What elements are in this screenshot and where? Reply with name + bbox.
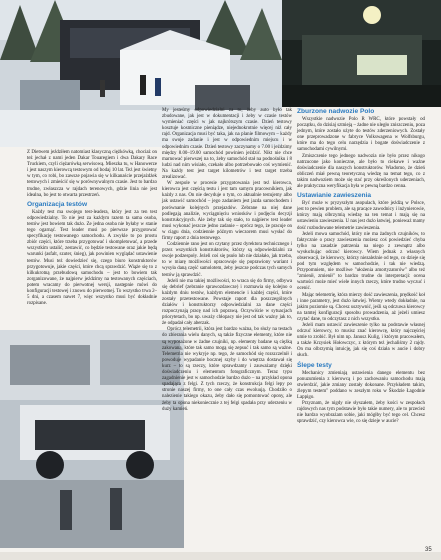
body-paragraph: Oprócz telemetrii, która jest bardzo ważna, bo służy na testach do zbierania wielu danych, są także fizyczne elementy, które nie są wyposażone w żadne czujniki, np. elementy badane są ciężką zakowaną, które tak samo mogą się zepsuć i tak samo są ważne. Telemetria nie wykryje np. tego, że samochód się rozszczelnił i powoduje wypadanie bocznej szyby i do wnętrza dostawał się kurz – to są rzeczy, które sprawdzamy i zauważamy dzięki doświadczeniu i elementom fotograficznym. Teraz typu zagadnienie jest w samochodzie bardzo dużo – na przykład opona spadająca z felgi. Z tych rzeczy, że konstrukcja felgi lepy po stronie naszej firmy, to one cały czas ewoluują. Chodziło o nalezienie takiego okazu, żeby dało się pomontować opony, ale żeby ta opona niekoniecznie z tej felgi spadała przy uderzeniu w duży kamień. (162, 327, 292, 412)
photo-night-car (282, 0, 441, 107)
column-1 (27, 150, 157, 307)
body-paragraph: Jeżeli nie ma takiej możliwości, to wraca się do firmy, odbywa się debrief (zebranie sprawozdawcze) i rozmawia się kolejno o każdym dniu testów, każdym elemencie i każdej części, które zostały przetestowane. Powstaje raport dla poszczególnych działów i konstruktorzy odpowiedzialni za dane części rozpoczynają pracę nad ich poprawą. Oczywiście w sytuacjach priorytetach, bo np. uważy chłopacy nie jest od tak ważny jak to, że odpadał cały aberzak. (162, 278, 292, 327)
body-paragraph: Jeżeli mam ustawić zawieszenie tylko na podstawie własnej odczuć kierowcy, to musisz znać kierowcę, który najczęściej umie to zrobić. Był nim np. Janusz Kulig, i którym pracowałem, a także Krzysiek Hołowczyc, z którym też jechaliśmy 2 rajdy. On ma olbrzymią intuicję, jak się coś działa w aucie i dobry słuch. (297, 323, 425, 359)
body-paragraph: Zmiszczenie tego jednego nadwozia nie było przez nikogo natrzucone jako konieczne, ale było to ciekawe i ważne doświadczenie dla naszych konstruktorów. Wiadomo, że dzień obliczeń miał pewną teoretyczną wiedzę na temat tego, co z takim nadwoziem może się stać przy określonych uderzeniach, ale praktyczna weryfikacja była w pewną bardzo cenna. (297, 153, 425, 190)
page-footer-bar (0, 552, 441, 560)
heading-organizacja-testow: Organizacja testów (27, 200, 88, 208)
body-paragraph: My jesteśmy odpowiedzialni za to, żeby auto było tak zbudowane, jak jest w dokumentacji i żeby w czasie testów wymieniać części w jak najkrótszym czasie. Dzień testowy kosztuje kosmiczne pieniądze, niejednokrotnie więcej niż cały rajd. Organizacja musi być taka, jak na planie filmowym – każdy ma swoje zadanie i jest w odpowiednim miejscu i w odpowiednim czasie. Dzień testowy zaczynamy o 7.00 i jeździmy między 8.00–19.00 samochód powinien jeździć. Nikt nie chce marnować pierwszej na to, żeby samochód stał na podnośniku i 8 ludzi nad nim wisiało, czekało albo potrzebowało coś wymienić. Na każdy test jest target kilometrów i test target trzeba zrealizować. (162, 108, 292, 181)
body-paragraph: Mając telemetrię, która mierzy dość zawieszenia, prędkość koł i inne parametry, jest dużo łatwiej. Wiemy wtedy dokładnie, na jakim poziomie są. Chcesz usztywnić, jeśli są odczuwa kierowcy na tamtej konfiguracji sposobu prowadzenia, aż jeżeli umiesz czytać dane, to odczytasz z nich wszystko. (297, 292, 425, 322)
heading-ustawianie-zawieszenia: Ustawianie zawieszenia (297, 192, 372, 200)
heading-zburzone-nadwozie: Zburzone nadwozie Polo (297, 108, 375, 115)
body-paragraph: Przyznam, że nigdy nie słyszałem, żeby kości w zespołach rajdowych nas tym podstawie było takie numery, ale to przecież nie bardzo wyobrażam sobie, jaki mógłby być tego cel. Chcesz sprawdzić, czy kierowca wie, co się dzieje w aucie? (297, 401, 425, 425)
heading-slepe-testy: Ślepe testy (297, 361, 332, 369)
body-paragraph: Jeżeli mowa samochód, który nie ma żadnych czujników, to faktycznie o pracy zawieszenia możesz coś powiedzieć chyba tylko na zasadzie patrzenia na niego z zewnątrz albo wysłuchując odczuć kierowcy. Wiem jednak z własnych obserwacji, że kierowcy, którzy niezależnie od tego, co dzieje się pod tym względem w samochodzie, i tak nie wiedzą. Przypomniem, nie możliwe "ułożenia amortyzatorów" albo też "zmienił, zmienił" to bardzo trudne do interpretacji: ocena wartości może mieć wiele innych rzeczy, które trudno wyczuć i ocenić. (297, 231, 425, 292)
photo-workshop (0, 330, 184, 548)
body-paragraph: Codziennie rano jest on czytany przez dyrektora technicznego i przez wszystkich konstruktorów, którzy są odpowiedzialni za swoje podzespoły. Jeżeli coś się psuło lub nie działało, jak trzeba, to w miarę możliwości opracowuje się poprawiony wariant i wysyła daną część samolotem, żeby jeszcze podczas tych samych testów ją sprawdzić. (162, 242, 292, 278)
body-paragraph: Być może w pryzyszłym asopulach, które jeżdżą w Polsce, jest to pewien problem, ale są pracące zawodnicy i inżynierowie, którzy mają olbrzymią wiedzę na ten temat i mają się na ustawieniu zawieszenia. U nas jest dużo łatwiej, ponieważ mamy dość rozbudowane telemetrie zawieszenia. (297, 201, 425, 231)
column-2 (162, 108, 292, 413)
page-number: 35 (425, 547, 432, 553)
body-paragraph: Wszystkie nadwozie Polo R WRC, które powstały od początku, do dzisiaj sztnieją – żadne nie uległo zniszczeniu, poza jednym, które zostało użyte do testów zderzeniowych. Zostały one przeprowadzone w fabryce Volkswagena w Wolfsburgu, które ma do tego celu narzędzia i bogate doświadczenie z samochodami cywilnymi. (297, 117, 425, 153)
body-paragraph: W zespole w procesie przygotowania jest też kierowca, kierowca jest częścią testu i jest tam samym pracownikiem, jak każdy z nas. On nie decyduje o tym, co aktualnie testujemy albo jak ustawić samochód – jego zadaniem jest jazda samochodem i porównanie kolejnych przejazdów. Zebrane na niej dane podlegają analizie, wyciągnięciu wniosków i podjęciu decyzji konstrukcyjnych. Ale żeby tak się stało, to najpierw test leader musi wykonać jeszcze jedno zadanie – oprócz tego, że pracuje on w ciągu dnia, codziennie późnym wieczorem musi wysłać do firmy raport z dnia testowego. (162, 181, 292, 241)
column-3 (297, 108, 425, 425)
intro-paragraph: Z Dietwem jeździłem natomiast klasyczną ciężkówką, chociaż on też jechał z nami jeden Dakar Touaregiem i dwa Dakary Race Truckiem, czyli ciężarówką serwisową. Mieszka tu, w Hanowerze i jest naszym kierowcą testowym od bodaj 10 lat. Też jest świetny w tym, co robi, bo zawsze pojawia się w kilkanaście przejażdżek testowych i zmieścić się w porównywalnym czasie. Jest to bardzo trudne, zwłaszcza w rajdach terenowych, gdzie linia nie jest idealna, bo jest to otwarta przestrzeń. (27, 150, 157, 198)
body-paragraph: Każdy test ma swojego test-leadera, który jest za ten test odpowiedzialny. To nie jest za każdym razem ta sama osoba, testów jest bowiem tak dużo. Ze jedna osoba nie byłaby w stanie tego ogarnąć. Test leader musi po pierwsze przygotować specyfikację testowanego samochodu. A zwykle to po prostu zbiór części, które trzeba przygotować i skompletować, a przede wszystkim ustalić, zestawić, co będzie testowane oraz jakie będą warunki (asfalt, szuter, śnieg), jak powinien wyglądać ustawienie testów. Musi też dowiedzieć się, czego biuro konstruktorów przygotowuje, jakie części, które chcą sprawdzić. Wiąże się to z kilkukrotną przebudową samochodu – jest to bowiem tak zorganizowane, że najpierw jeździmy na testowanych częściach, potem wracamy do pierwotnej wersji, następnie mówi do konfiguracji testowej i znowu do pierwotnej. To wszystko trwa 2–5 dni, a czasem nawet 7, więc wszystko musi być dokładnie rozpisane. (27, 209, 157, 307)
body-paragraph: Mechanicy zmieniają ustawienia danego elementu bez ponuzumienia z kierowcą i po zachowaniu samochodu mają stwierdzić, jakie zmiany zostały dokonane. Przykładem takim, żlepym testem" poddano w zeszłym roku w Škodzie Łagodnie Lappigo. (297, 370, 425, 400)
